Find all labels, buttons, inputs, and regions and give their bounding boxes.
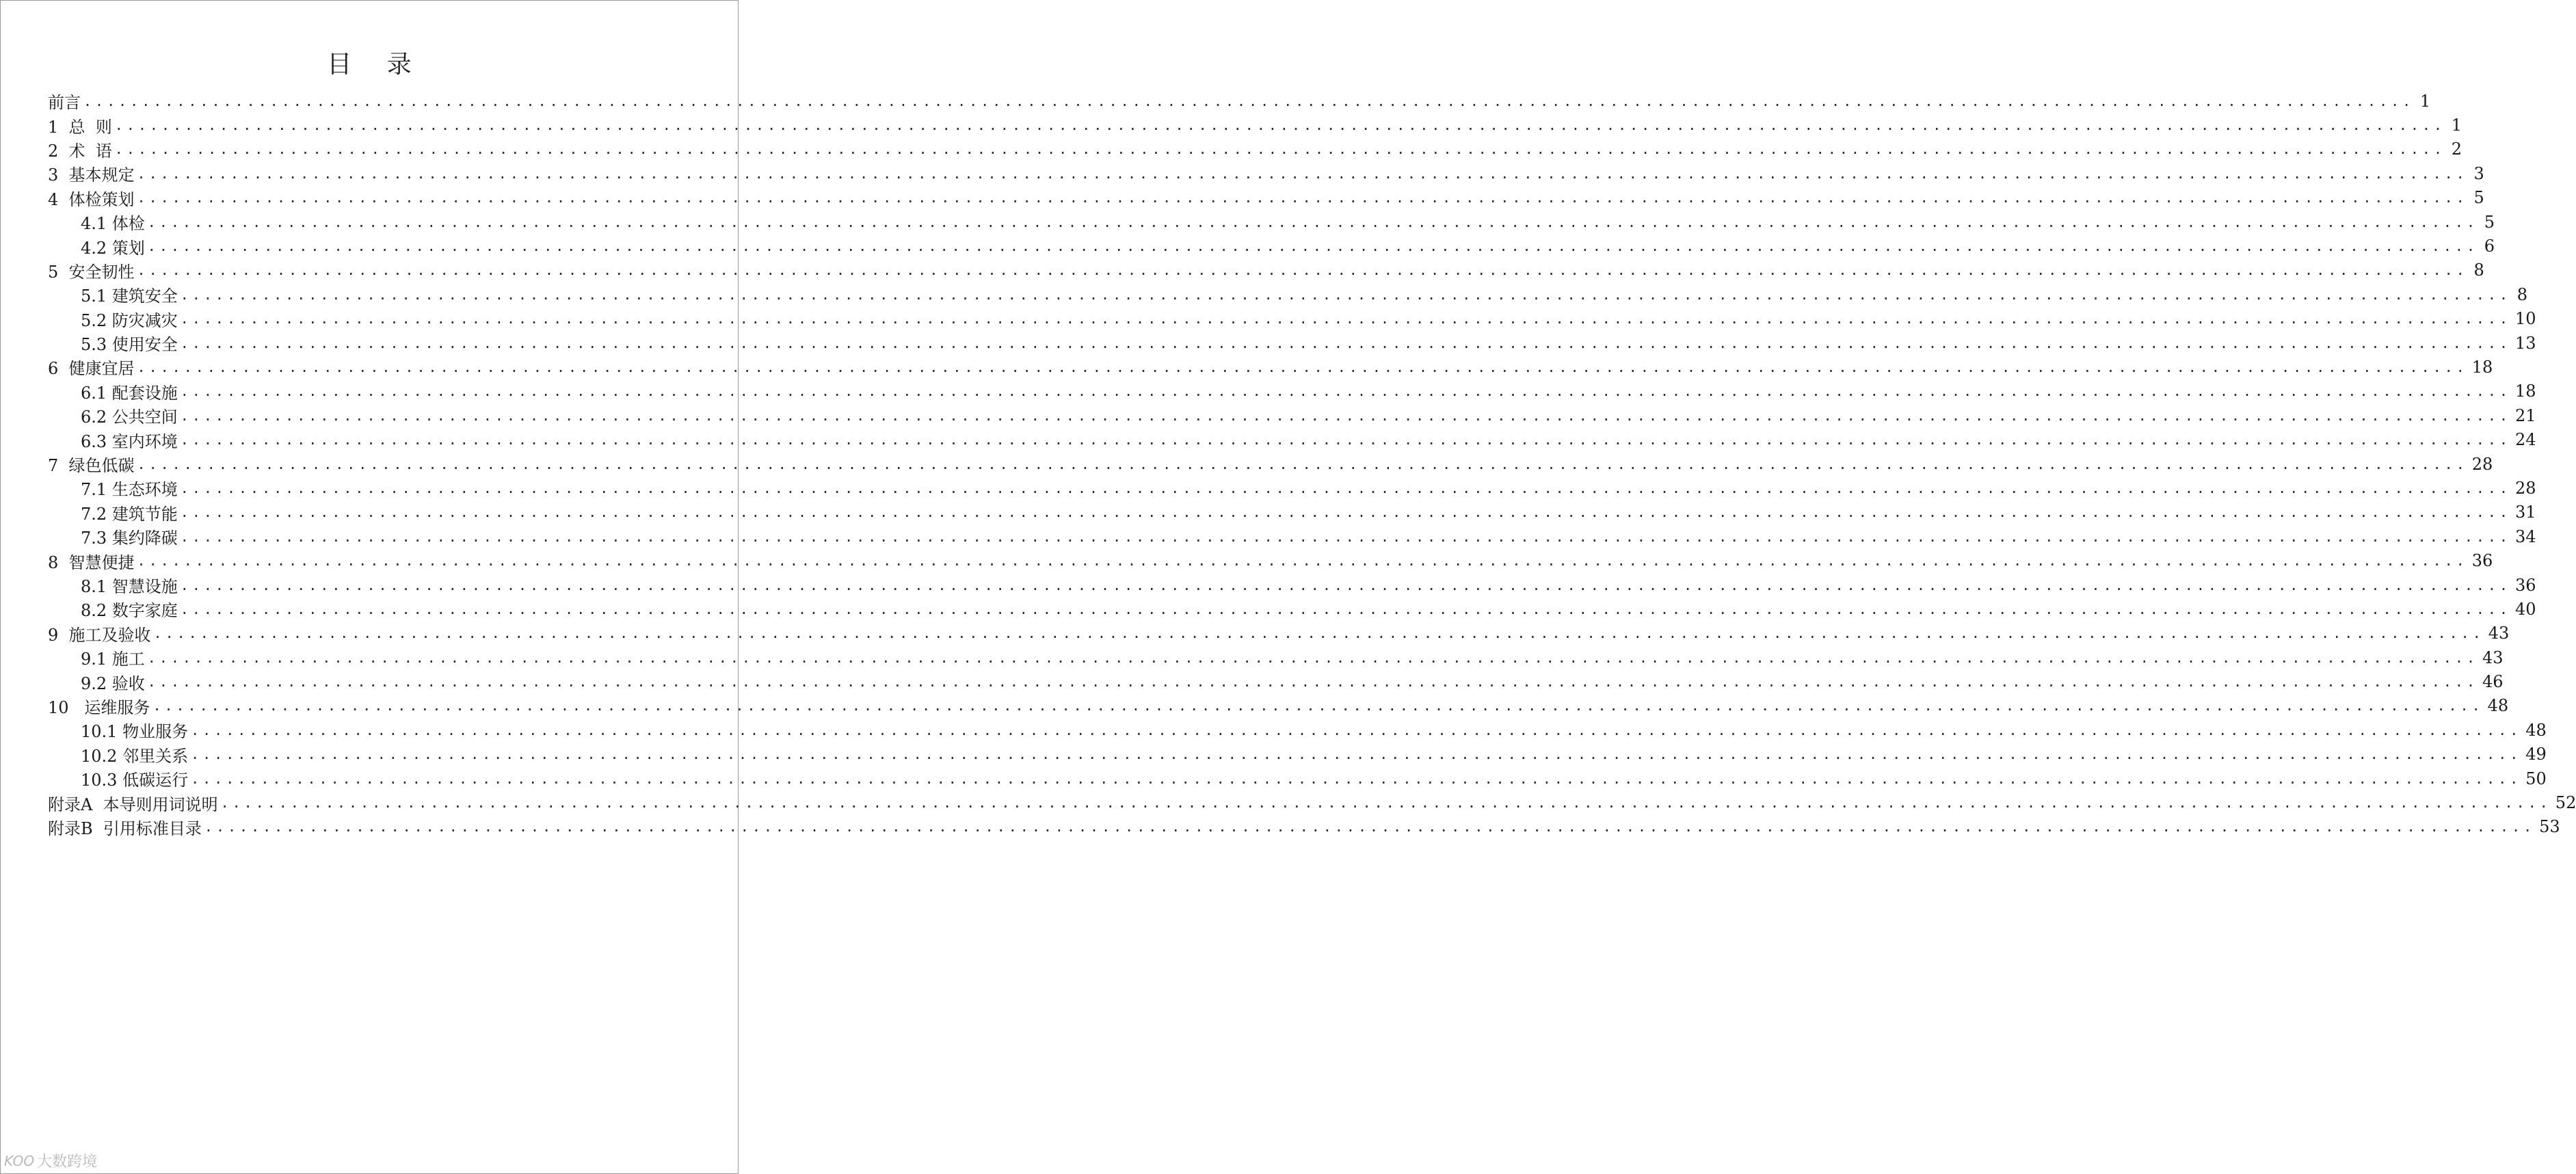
toc-entry[interactable] — [48, 694, 2509, 718]
toc-entry-label: 10.1 物业服务 — [81, 722, 189, 742]
toc-entry-label: 10.2 邻里关系 — [81, 746, 189, 766]
toc-entry[interactable] — [48, 210, 2495, 234]
toc-entry-page: 1 — [2451, 116, 2462, 135]
toc-entry[interactable] — [48, 307, 2536, 331]
toc-leader-dots: ........................................................................................................................................................................................................ — [191, 721, 2522, 738]
toc-entry-label: 6.3 室内环境 — [81, 431, 178, 451]
toc-entry-label: 7 绿色低碳 — [48, 456, 135, 476]
toc-leader-dots: ........................................................................................................................................................................................................ — [114, 141, 2445, 158]
toc-entry-page: 28 — [2515, 478, 2536, 498]
toc-entry[interactable] — [48, 427, 2536, 451]
toc-entry-label: 6.2 公共空间 — [81, 408, 178, 427]
toc-leader-dots: ........................................................................................................................................................................................................ — [180, 504, 2511, 521]
toc-leader-dots: ........................................................................................................................................................................................................ — [180, 383, 2511, 400]
toc-entry[interactable] — [48, 573, 2536, 597]
toc-entry-page: 21 — [2515, 405, 2536, 425]
toc-entry-label: 8 智慧便捷 — [48, 552, 135, 572]
toc-entry[interactable] — [48, 137, 2462, 161]
toc-entry-label: 6 健康宜居 — [48, 359, 135, 379]
toc-entry[interactable] — [48, 718, 2547, 742]
toc-entry-page: 5 — [2484, 212, 2495, 232]
toc-leader-dots: ........................................................................................................................................................................................................ — [153, 625, 2484, 642]
toc-entry-label: 10 运维服务 — [48, 697, 150, 717]
toc-leader-dots: ........................................................................................................................................................................................................ — [152, 697, 2484, 715]
toc-entry-page: 50 — [2525, 769, 2547, 788]
toc-entry[interactable] — [48, 790, 2576, 814]
toc-entry-label: 9 施工及验收 — [48, 625, 151, 645]
toc-entry-page: 6 — [2484, 237, 2495, 256]
toc-leader-dots: ........................................................................................................................................................................................................ — [204, 818, 2536, 836]
toc-leader-dots: ........................................................................................................................................................................................................ — [180, 431, 2511, 449]
toc-entry-label: 3 基本规定 — [48, 165, 135, 185]
toc-entry-label: 8.2 数字家庭 — [81, 601, 178, 621]
toc-entry-label: 5.1 建筑安全 — [81, 286, 178, 306]
toc-entry[interactable] — [48, 548, 2493, 572]
toc-entry[interactable] — [48, 452, 2493, 476]
toc-leader-dots: ........................................................................................................................................................................................................ — [83, 92, 2415, 109]
toc-entry[interactable] — [48, 669, 2504, 693]
toc-entry-label: 7.3 集约降碳 — [81, 529, 178, 548]
toc-entry-page: 36 — [2471, 551, 2493, 571]
toc-entry-page: 28 — [2471, 454, 2493, 474]
toc-entry-label: 5.2 防灾减灾 — [81, 310, 178, 330]
toc-entry[interactable] — [48, 113, 2462, 137]
toc-entry[interactable] — [48, 743, 2547, 766]
toc-entry[interactable] — [48, 476, 2536, 500]
toc-leader-dots: ........................................................................................................................................................................................................ — [147, 213, 2478, 230]
toc-entry-label: 4.1 体检 — [81, 214, 145, 234]
table-of-contents — [48, 89, 2576, 839]
toc-entry-page: 53 — [2539, 817, 2560, 837]
toc-entry-label: 5 安全韧性 — [48, 262, 135, 282]
toc-entry[interactable] — [48, 186, 2484, 210]
toc-entry[interactable] — [48, 524, 2536, 548]
toc-leader-dots: ........................................................................................................................................................................................................ — [137, 358, 2468, 375]
toc-leader-dots: ........................................................................................................................................................................................................ — [180, 286, 2511, 303]
toc-entry[interactable] — [48, 89, 2431, 113]
toc-entry-label: 7.1 生态环境 — [81, 480, 178, 500]
toc-entry-label: 4 体检策划 — [48, 189, 135, 209]
toc-leader-dots: ........................................................................................................................................................................................................ — [180, 407, 2511, 424]
toc-entry-page: 2 — [2451, 139, 2462, 159]
page-title: 目 录 — [327, 51, 425, 79]
toc-entry-page: 46 — [2482, 672, 2504, 692]
toc-entry-page: 43 — [2488, 624, 2510, 643]
toc-entry-page: 34 — [2515, 526, 2536, 546]
toc-leader-dots: ........................................................................................................................................................................................................ — [220, 795, 2551, 812]
toc-leader-dots: ........................................................................................................................................................................................................ — [180, 479, 2511, 496]
toc-leader-dots: ........................................................................................................................................................................................................ — [137, 262, 2468, 279]
toc-entry-label: 5.3 使用安全 — [81, 335, 178, 355]
toc-leader-dots: ........................................................................................................................................................................................................ — [191, 770, 2522, 787]
toc-entry-page: 24 — [2515, 430, 2536, 450]
toc-entry-page: 13 — [2515, 333, 2536, 353]
toc-leader-dots: ........................................................................................................................................................................................................ — [180, 528, 2511, 545]
toc-entry-page: 8 — [2517, 284, 2527, 304]
toc-entry-page: 52 — [2555, 793, 2576, 813]
toc-entry-page: 18 — [2515, 382, 2536, 401]
toc-leader-dots: ........................................................................................................................................................................................................ — [147, 649, 2478, 666]
toc-entry-label: 2 术 语 — [48, 141, 112, 161]
toc-entry-page: 1 — [2419, 91, 2431, 111]
toc-entry-label: 附录A 本导则用词说明 — [48, 795, 218, 814]
toc-entry[interactable] — [48, 645, 2504, 669]
toc-leader-dots: ........................................................................................................................................................................................................ — [137, 552, 2468, 570]
toc-entry-label: 6.1 配套设施 — [81, 383, 178, 403]
toc-entry[interactable] — [48, 622, 2510, 645]
toc-entry-label: 9.2 验收 — [81, 673, 145, 693]
toc-entry-page: 18 — [2471, 357, 2493, 377]
toc-leader-dots: ........................................................................................................................................................................................................ — [137, 455, 2468, 472]
toc-entry[interactable] — [48, 331, 2536, 355]
toc-entry[interactable] — [48, 815, 2560, 839]
toc-entry-page: 43 — [2482, 648, 2504, 667]
toc-leader-dots: ........................................................................................................................................................................................................ — [180, 310, 2511, 328]
toc-leader-dots: ........................................................................................................................................................................................................ — [180, 334, 2511, 351]
toc-entry[interactable] — [48, 258, 2484, 282]
toc-leader-dots: ........................................................................................................................................................................................................ — [137, 165, 2468, 182]
toc-entry-label: 10.3 低碳运行 — [81, 771, 189, 790]
toc-entry[interactable] — [48, 234, 2495, 258]
toc-entry[interactable] — [48, 766, 2547, 790]
toc-leader-dots: ........................................................................................................................................................................................................ — [180, 600, 2511, 617]
toc-entry-label: 附录B 引用标准目录 — [48, 818, 202, 838]
toc-entry-page: 5 — [2473, 188, 2484, 208]
toc-entry-page: 48 — [2487, 696, 2509, 716]
toc-entry-page: 49 — [2525, 745, 2547, 764]
toc-entry-label: 4.2 策划 — [81, 238, 145, 258]
toc-entry-label: 1 总 则 — [48, 117, 112, 137]
toc-leader-dots: ........................................................................................................................................................................................................ — [147, 238, 2478, 255]
toc-entry-label: 前言 — [48, 93, 81, 113]
toc-leader-dots: ........................................................................................................................................................................................................ — [147, 673, 2478, 691]
toc-entry-page: 8 — [2473, 261, 2484, 280]
watermark-text: 大数跨境 — [37, 1153, 98, 1171]
watermark — [4, 1150, 97, 1171]
toc-leader-dots: ........................................................................................................................................................................................................ — [191, 746, 2522, 763]
toc-leader-dots: ........................................................................................................................................................................................................ — [114, 117, 2445, 134]
toc-entry-label: 9.1 施工 — [81, 650, 145, 669]
toc-entry-page: 31 — [2515, 503, 2536, 522]
toc-entry-label: 8.1 智慧设施 — [81, 577, 178, 596]
toc-entry[interactable] — [48, 282, 2527, 306]
toc-leader-dots: ........................................................................................................................................................................................................ — [180, 576, 2511, 593]
toc-entry-page: 10 — [2515, 309, 2536, 329]
toc-entry[interactable] — [48, 597, 2536, 621]
toc-entry[interactable] — [48, 403, 2536, 427]
toc-entry-page: 36 — [2515, 575, 2536, 595]
toc-entry[interactable] — [48, 379, 2536, 403]
toc-entry[interactable] — [48, 501, 2536, 524]
toc-leader-dots: ........................................................................................................................................................................................................ — [137, 189, 2468, 206]
toc-entry-page: 3 — [2473, 163, 2484, 183]
toc-entry[interactable] — [48, 355, 2493, 379]
toc-entry-label: 7.2 建筑节能 — [81, 504, 178, 524]
toc-entry[interactable] — [48, 161, 2484, 185]
toc-entry-page: 48 — [2525, 720, 2547, 740]
watermark-logo: KOO — [4, 1152, 35, 1169]
toc-entry-page: 40 — [2515, 599, 2536, 619]
